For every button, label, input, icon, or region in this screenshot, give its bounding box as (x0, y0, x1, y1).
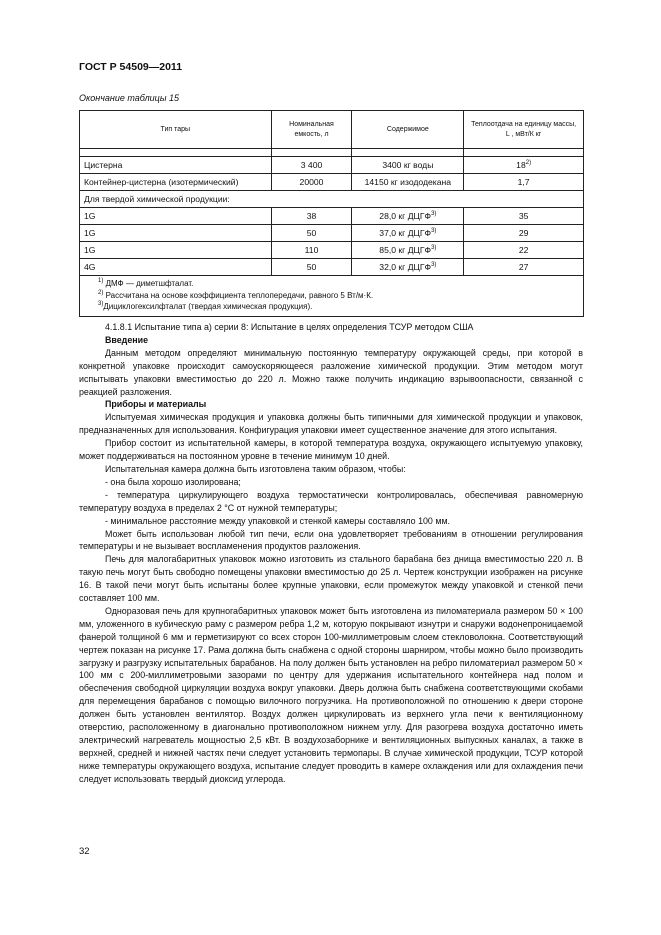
cell-type: Цистерна (80, 157, 272, 174)
document-code: ГОСТ Р 54509—2011 (79, 61, 183, 73)
table-footnotes (80, 276, 584, 317)
table-row (80, 174, 584, 191)
table-section-row (80, 191, 584, 208)
footnote-ref: 3) (431, 228, 437, 234)
footnote-ref: 2) (525, 160, 532, 166)
paragraph: Печь для малогабаритных упаковок можно изготовить из стального барабана без днища вместимостью 220 л. В такую печь могут быть свободно помещены упаковки вместимостью до 25 л. Чертеж конструкции изображен на рисунке 16. В такой печи могут быть испытаны более крупные упаковки, если промежуток между упаковкой и стенкой печи составляет 100 мм. (79, 554, 583, 604)
table-footnotes-row (80, 276, 584, 317)
paragraph: Испытательная камера должна быть изготовлена таким образом, чтобы: (105, 463, 406, 474)
footnote-ref: 3) (431, 211, 437, 217)
cell-contents: 3400 кг воды (352, 157, 464, 174)
cell-capacity: 50 (271, 225, 352, 242)
cell-type: 4G (80, 259, 272, 276)
cell-type: 1G (80, 208, 272, 225)
cell-capacity: 110 (271, 242, 352, 259)
cell-contents (352, 208, 464, 225)
cell-heat (464, 157, 584, 174)
table-row (80, 242, 584, 259)
cell-type: 1G (80, 225, 272, 242)
paragraph: Может быть использован любой тип печи, если она удовлетворяет требованиям в отношении регулирования температуры и не вызывает воспламенения продуктов разложения. (79, 528, 583, 552)
cell-heat: 29 (464, 225, 584, 242)
section-label: Для твердой химической продукции: (80, 191, 584, 208)
section-heading: 4.1.8.1 Испытание типа а) серии 8: Испытание в целях определения ТСУР методом США (105, 322, 474, 332)
paragraph: Испытуемая химическая продукция и упаковка должны быть типичными для химической продукции и упаковок, предназначенных для использования. Конфигурация упаковки имеет существенное значение для этого испытания. (79, 412, 583, 436)
list-item: - минимальное расстояние между упаковкой и стенкой камеры составляло 100 мм. (105, 515, 451, 526)
col-header-heat: Теплоотдача на единицу массы, L , мВт/К кг (464, 111, 584, 149)
cell-contents-value: 37,0 кг ДЦГФ (379, 228, 432, 238)
footnote-mark: 3) (98, 301, 104, 307)
footnote-text: ДМФ — диметшфталат. (103, 279, 194, 288)
table-15 (79, 110, 584, 317)
cell-type: 1G (80, 242, 272, 259)
paragraph: Одноразовая печь для крупногабаритных упаковок может быть изготовлена из пиломатериала размером 50 × 100 мм, уложенного в кубическую раму с размером ребра 1,2 м, которую покрывают изнутри и снаружи водонепроницаемой фанерой толщиной 6 мм и герметизируют со всех сторон 100-миллиметровым слоем стекловолокна. Соответствующий чертеж показан на рисунке 17. Рама должна быть снабжена с одной стороны шарниром, чтобы можно было производить загрузку и разгрузку испытательных барабанов. На полу должен быть установлен на ребро пиломатериал размером 50 × 100 мм с 200-миллиметровыми зазорами по центру для удержания испытательного контейнера над полом и обеспечения свободной циркуляции воздуха вокруг упаковки. Дверь должна быть снабжена соответствующими скобами для перемещения барабанов с помощью вилочного погрузчика. На противоположной по отношению к двери стороне должен быть установлен вентилятор. Воздух должен циркулировать из верхнего угла печи к вентиляционному отверстию, расположенному в диагонально противоположном нижнем углу. Для разогрева воздуха достаточно иметь электрический нагреватель мощностью 2,5 кВт. В воздухозаборнике и вентиляционных выпускных каналах, а также в верхней, средней и нижней частях печи следует установить термопары. В случае химической продукции, ТСУР которой ниже температуры окружающего воздуха, испытание следует проводить в камере охлаждения или для охлаждения печи следует использовать твердый диоксид углерода. (79, 605, 583, 784)
cell-contents (352, 242, 464, 259)
table-header-row (80, 111, 584, 149)
col-header-type: Тип тары (80, 111, 272, 149)
cell-contents (352, 225, 464, 242)
footnote (98, 278, 579, 290)
body-text (79, 321, 583, 786)
table-row (80, 157, 584, 174)
cell-capacity: 3 400 (271, 157, 352, 174)
footnote (98, 290, 579, 302)
cell-contents: 14150 кг изододекана (352, 174, 464, 191)
cell-heat: 27 (464, 259, 584, 276)
cell-type: Контейнер-цистерна (изотермический) (80, 174, 272, 191)
paragraph: Данным методом определяют минимальную постоянную температуру окружающей среды, при которой в конкретной упаковке происходит самоускоряющееся разложение химической продукции. Этим методом могут испытывать упаковки вместимостью до 220 л. Можно также получить индикацию взрывоопасности, связанной с реакцией разложения. (79, 347, 583, 397)
cell-contents-value: 28,0 кг ДЦГФ (379, 211, 432, 221)
col-header-capacity: Номинальная емкость, л (271, 111, 352, 149)
cell-heat: 35 (464, 208, 584, 225)
table-row (80, 259, 584, 276)
subheading-apparatus: Приборы и материалы (105, 399, 207, 410)
cell-capacity: 50 (271, 259, 352, 276)
footnote-text: Дициклогексилфталат (твердая химическая продукция). (103, 302, 313, 311)
footnote-text: Рассчитана на основе коэффициента теплопередачи, равного 5 Вт/м·К. (103, 290, 374, 300)
footnote-mark: 2) (98, 289, 104, 296)
table-row (80, 225, 584, 242)
table-row (80, 208, 584, 225)
footnote-mark: 1) (98, 278, 104, 284)
page-number: 32 (79, 846, 90, 857)
cell-heat-value: 18 (516, 160, 526, 170)
cell-capacity: 38 (271, 208, 352, 225)
list-item: - она была хорошо изолирована; (105, 476, 241, 487)
list-item: - температура циркулирующего воздуха термостатически контролировалась, обеспечивая равномерную температуру воздуха в пределах 2 °С от нужной температуры; (79, 489, 583, 513)
cell-contents-value: 32,0 кг ДЦГФ (379, 262, 432, 272)
subheading-introduction: Введение (105, 334, 149, 345)
cell-contents-value: 85,0 кг ДЦГФ (379, 245, 432, 255)
table-caption: Окончание таблицы 15 (79, 93, 179, 103)
cell-heat: 1,7 (464, 174, 584, 191)
cell-capacity: 20000 (271, 174, 352, 191)
footnote (98, 301, 579, 313)
footnote-ref: 3) (431, 245, 437, 251)
paragraph: Прибор состоит из испытательной камеры, в которой температура воздуха, окружающего испытуемую упаковку, может поддерживаться на постоянном уровне в течение минимум 10 дней. (79, 438, 583, 462)
col-header-contents: Содержимое (352, 111, 464, 149)
footnote-ref: 3) (431, 262, 437, 268)
table-spacer-row (80, 149, 584, 157)
cell-heat: 22 (464, 242, 584, 259)
cell-contents (352, 259, 464, 276)
